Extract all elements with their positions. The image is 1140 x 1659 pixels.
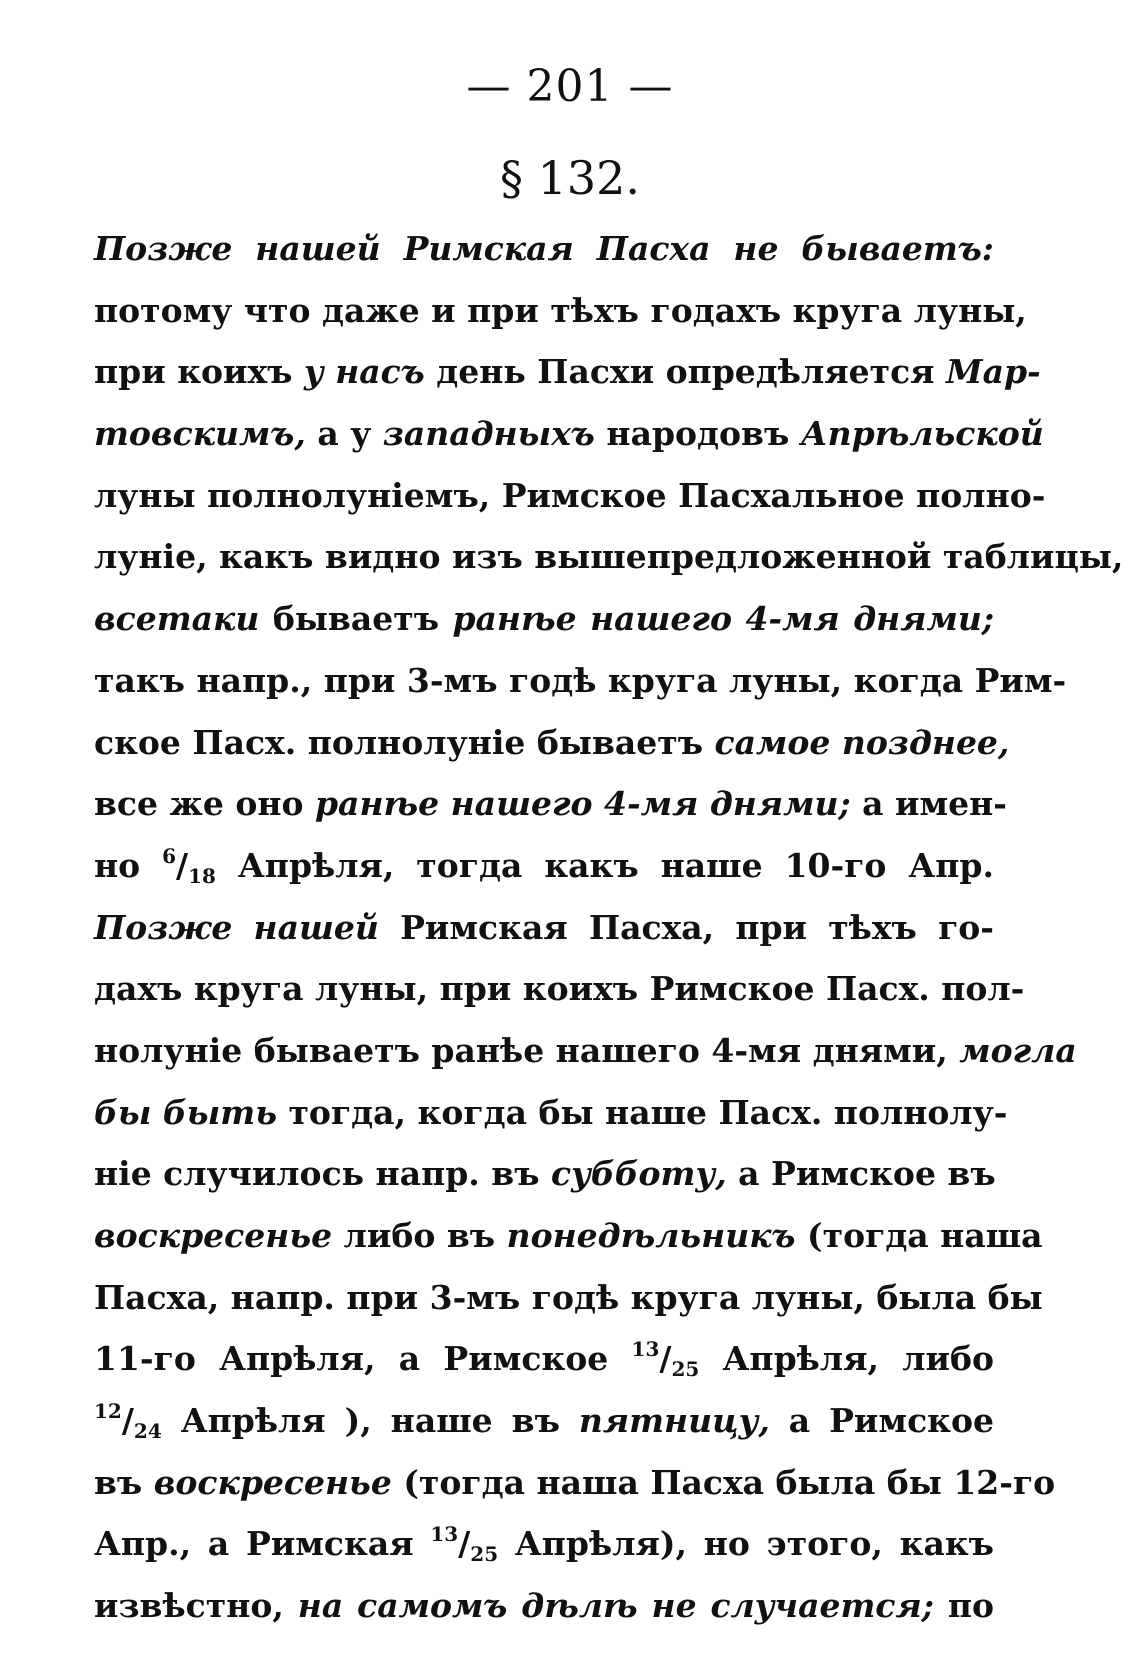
text-segment: Апрѣля ), наше въ: [161, 1401, 579, 1441]
text-segment: все же оно: [94, 784, 315, 824]
text-segment: потому что даже и при тѣхъ годахъ круга луны,: [94, 290, 1027, 330]
text-segment: дахъ круга луны, при коихъ Римское Пасх. пол-: [94, 969, 1025, 1009]
fraction-denominator: 24: [133, 1419, 162, 1444]
italic-text: на самомъ дѣлѣ не случается;: [297, 1586, 934, 1626]
italic-text: могла: [959, 1030, 1077, 1070]
text-segment: Апрѣля, либо: [699, 1339, 994, 1379]
text-line: [94, 712, 1010, 774]
italic-text: Позже нашей: [94, 907, 379, 947]
text-segment: Пасха, напр. при 3-мъ годѣ круга луны, была бы: [94, 1277, 1043, 1317]
italic-text: товскимъ,: [94, 414, 306, 454]
text-segment: по: [933, 1586, 995, 1626]
fraction-denominator: 25: [470, 1542, 499, 1567]
italic-text: всетаки: [94, 599, 260, 639]
fraction-denominator: 18: [188, 863, 216, 888]
text-line: [94, 897, 994, 959]
text-segment: /: [121, 1401, 134, 1441]
text-segment: Апрѣля, тогда какъ наше 10-го Апр.: [215, 845, 994, 885]
italic-text: бы быть: [94, 1092, 277, 1132]
text-segment: Апрѣля), но этого, какъ: [498, 1524, 994, 1564]
fraction-numerator: 12: [94, 1399, 122, 1424]
text-line: [94, 958, 1025, 1020]
italic-text: Мар-: [946, 352, 1041, 392]
text-segment: /: [458, 1524, 471, 1564]
text-line: [94, 1205, 1043, 1267]
text-segment: Римская Пасха, при тѣхъ го-: [378, 907, 995, 947]
text-line: [94, 280, 1027, 342]
text-line: [94, 1452, 1056, 1514]
text-line: [94, 1082, 1008, 1144]
text-line: [94, 341, 1041, 403]
italic-text: самое позднее,: [714, 722, 1010, 762]
body-text: [94, 218, 1124, 1637]
text-segment: въ: [94, 1462, 154, 1502]
fraction-denominator: 25: [671, 1357, 700, 1382]
text-line: [94, 1390, 994, 1452]
text-line: [94, 1513, 994, 1575]
text-segment: а у: [305, 414, 383, 454]
italic-text: ранѣе нашего 4-мя днями;: [452, 599, 995, 639]
text-segment: но: [94, 845, 163, 885]
text-segment: (тогда наша Пасха была бы 12-го: [391, 1462, 1056, 1502]
text-line: [94, 835, 994, 897]
text-segment: Апр., а Римская: [94, 1524, 431, 1564]
text-segment: /: [659, 1339, 672, 1379]
text-segment: тогда, когда бы наше Пасх. полнолу-: [277, 1092, 1008, 1132]
text-segment: луны полнолуніемъ, Римское Пасхальное полно-: [94, 475, 1046, 515]
text-segment: такъ напр., при 3-мъ годѣ круга луны, когда Рим-: [94, 660, 1067, 700]
italic-text: ранѣе нашего 4-мя днями;: [314, 784, 851, 824]
text-line: [94, 588, 994, 650]
section-title: § 132.: [499, 151, 641, 205]
text-segment: а Римское въ: [726, 1154, 996, 1194]
text-segment: нолуніе бываетъ ранѣе нашего 4-мя днями,: [94, 1030, 960, 1070]
text-line: [94, 1267, 1043, 1329]
italic-text: западныхъ: [382, 414, 595, 454]
text-segment: ніе случилось напр. въ: [94, 1154, 552, 1194]
text-segment: 11-го Апрѣля, а Римское: [94, 1339, 632, 1379]
text-segment: луніе, какъ видно изъ вышепредложенной таблицы,: [94, 537, 1124, 577]
italic-text: пятницу,: [578, 1401, 770, 1441]
italic-text: Позже нашей Римская Пасха не бываетъ:: [94, 229, 994, 268]
fraction-numerator: 13: [430, 1522, 459, 1547]
text-line: [94, 1328, 994, 1390]
text-segment: ское Пасх. полнолуніе бываетъ: [94, 722, 715, 762]
text-segment: либо въ: [332, 1216, 507, 1255]
text-line: [94, 1143, 994, 1205]
text-line: [94, 465, 1046, 527]
text-line: [94, 1020, 1077, 1082]
italic-text: субботу,: [551, 1154, 727, 1194]
text-line: [94, 218, 994, 280]
text-segment: при коихъ: [94, 352, 304, 392]
text-segment: а имен-: [850, 784, 1007, 824]
text-segment: бываетъ: [259, 599, 453, 639]
text-line: [94, 650, 1067, 712]
text-segment: /: [176, 845, 189, 885]
text-segment: народовъ: [594, 414, 801, 454]
text-segment: а Римское: [769, 1401, 994, 1441]
text-segment: день Пасхи опредѣляется: [424, 352, 947, 392]
text-segment: извѣстно,: [94, 1586, 298, 1626]
italic-text: Апрѣльской: [800, 414, 1044, 454]
text-line: [94, 526, 1124, 588]
text-segment: (тогда наша: [795, 1216, 1043, 1255]
text-line: [94, 1575, 994, 1637]
text-line: [94, 403, 1044, 465]
text-line: [94, 773, 1007, 835]
italic-text: понедѣльникъ: [506, 1216, 796, 1255]
italic-text: воскресенье: [94, 1216, 333, 1255]
fraction-numerator: 6: [162, 843, 177, 868]
fraction-numerator: 13: [631, 1337, 660, 1362]
italic-text: у насъ: [304, 352, 425, 392]
page-number: — 201 —: [466, 61, 674, 112]
italic-text: воскресенье: [153, 1462, 392, 1502]
